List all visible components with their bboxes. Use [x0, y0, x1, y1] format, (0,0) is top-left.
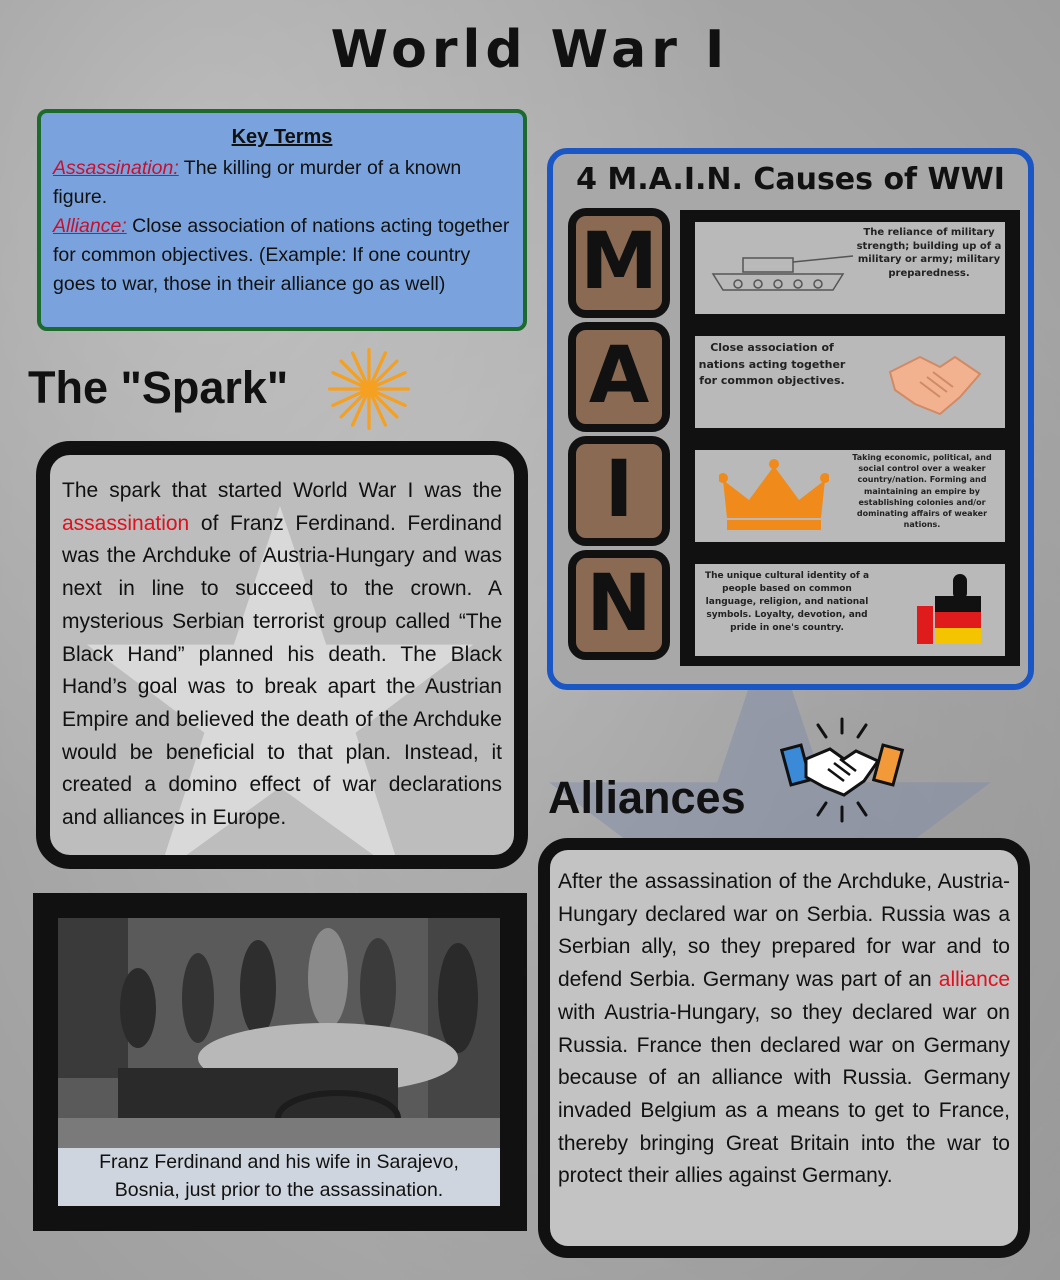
caption-line-1: Franz Ferdinand and his wife in Sarajevo,: [99, 1151, 459, 1173]
imperialism-definition: Taking economic, political, and social control over a weaker country/nation. Forming and maintaining an empire by establishing colonies and/or dominating affairs of weaker nations.: [852, 453, 992, 530]
crown-icon: [719, 458, 829, 536]
alliance-definition: Close association of nations acting together for common objectives.: [698, 341, 846, 387]
term-assassination: Assassination:: [53, 157, 179, 179]
imperialism-cell: [695, 450, 1005, 542]
key-term-alliance: [53, 212, 511, 299]
photo-caption: [58, 1148, 500, 1206]
spark-text-end: of Franz Ferdinand. Ferdinand was the Archduke of Austria-Hungary and was next in line to succeed to the crown. A mysterious Serbian terrorist group called “The Black Hand” planned his death. The Black Hand’s goal was to break apart the Austrian Empire and believed the death of the Archduke would be beneficial to that plan. Instead, it created a domino effect of war declarations and alliances in Europe.: [62, 511, 502, 830]
letter-i-tile: I: [568, 436, 670, 546]
spark-text-start: The spark that started World War I was the: [62, 479, 502, 502]
letter-m-tile: M: [568, 208, 670, 318]
def-alliance: Close association of nations acting together for common objectives. (Example: If one country goes to war, those in their alliance go as well): [53, 215, 510, 295]
alliances-text-start: After the assassination of the Archduke, Austria-Hungary declared war on Serbia. Russia was a Serbian ally, so they prepared for war and to defend Serbia. Germany was part of an: [558, 870, 1010, 992]
alliances-text-end: with Austria-Hungary, so they declared war on Russia. France then declared war on Germany because of an alliance with Russia. Germany invaded Belgium as a means to get to France, thereby bringing Great Britain into the war to protect their allies against Germany.: [558, 1000, 1010, 1188]
alliances-highlight: alliance: [938, 968, 1010, 992]
historical-photo: [58, 918, 500, 1148]
handshake-icon: [885, 342, 985, 422]
main-causes-heading: 4 M.A.I.N. Causes of WWI: [576, 162, 1005, 197]
spark-heading: The "Spark": [28, 362, 289, 413]
alliances-heading: Alliances: [548, 772, 746, 823]
spark-icon: [328, 348, 410, 430]
def-assassination: The killing or murder of a known figure.: [53, 157, 462, 208]
letter-a-tile: A: [568, 322, 670, 432]
alliances-paragraph: [550, 850, 1018, 1193]
letter-n-tile: N: [568, 550, 670, 660]
page-title: World War I: [330, 20, 730, 80]
spark-paragraph: [50, 455, 514, 835]
militarism-definition: The reliance of military strength; building up of a military or army; military preparedness.: [856, 227, 1002, 279]
caption-line-2: Bosnia, just prior to the assassination.: [114, 1179, 444, 1201]
photo-illustration: [58, 918, 500, 1148]
key-terms-heading: Key Terms: [231, 126, 333, 148]
handshake-burst-icon: [780, 715, 905, 825]
tank-icon: [703, 240, 863, 300]
key-term-assassination: [53, 154, 511, 212]
nationalism-cell: [695, 564, 1005, 656]
term-alliance: Alliance:: [53, 215, 127, 237]
alliance-cell: [695, 336, 1005, 428]
alliances-text-box: [538, 838, 1030, 1258]
spark-highlight: assassination: [62, 511, 190, 535]
flag-thumbs-up-icon: [913, 572, 985, 650]
nationalism-definition: The unique cultural identity of a people based on common language, religion, and national symbols. Loyalty, devotion, and pride in one's country.: [704, 571, 870, 633]
spark-text-box: [36, 441, 528, 869]
key-terms-box: [37, 109, 527, 331]
militarism-cell: [695, 222, 1005, 314]
